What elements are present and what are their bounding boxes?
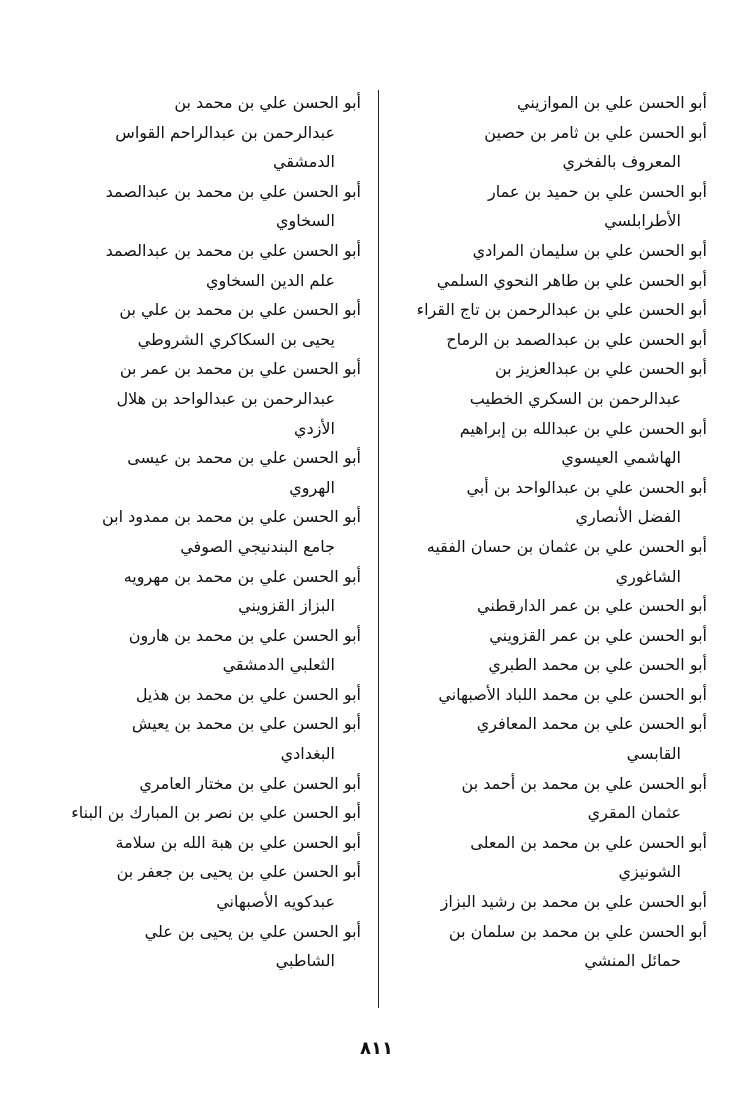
entry-name-line: أبو الحسن علي بن هبة الله بن سلامة — [115, 832, 361, 852]
entry-continuation-line: الأطرابلسي — [604, 211, 681, 231]
entry-continuation-line: عثمان المقري — [587, 803, 681, 823]
entry-name-line: أبو الحسن علي بن محمد بن ممدود ابن — [101, 507, 361, 527]
index-entry — [385, 118, 707, 177]
entry-continuation-line: الشاطبي — [275, 951, 335, 971]
index-column-left — [49, 88, 361, 976]
entry-continuation-line: عبدالرحمن بن عبدالواحد بن هلال — [116, 388, 335, 408]
entry-continuation-line: الأزدي — [294, 418, 335, 438]
entry-name-line: أبو الحسن علي بن محمد بن رشيد البزاز — [440, 892, 707, 912]
entry-continuation-line: يحيى بن السكاكري الشروطي — [137, 329, 335, 349]
index-entry — [385, 354, 707, 413]
entry-continuation-line: الثعلبي الدمشقي — [222, 655, 335, 675]
page-number: ٨١١ — [360, 1038, 393, 1059]
entry-name-line: أبو الحسن علي بن عبدالله بن إبراهيم — [459, 418, 707, 438]
index-entry — [49, 502, 361, 561]
index-entry — [385, 325, 707, 355]
index-entry — [49, 769, 361, 799]
entry-name-line: أبو الحسن علي بن ثامر بن حصين — [484, 122, 707, 142]
index-entry — [385, 532, 707, 591]
index-entry — [49, 177, 361, 236]
entry-name-line: أبو الحسن علي بن يحيى بن علي — [144, 921, 361, 941]
entry-name-line: أبو الحسن علي بن عبدالواحد بن أبي — [466, 477, 707, 497]
entry-name-line: أبو الحسن علي بن محمد اللباد الأصبهاني — [438, 684, 707, 704]
entry-name-line: أبو الحسن علي بن حميد بن عمار — [488, 181, 707, 201]
index-entry — [385, 769, 707, 828]
entry-name-line: أبو الحسن علي بن محمد بن هذيل — [135, 684, 361, 704]
entry-name-line: أبو الحسن علي بن عثمان بن حسان الفقيه — [426, 536, 707, 556]
entry-continuation-line: البغدادي — [280, 744, 335, 764]
entry-continuation-line: البزاز القزويني — [238, 596, 335, 616]
entry-continuation-line: الشاغوري — [615, 566, 681, 586]
index-entry — [385, 591, 707, 621]
entry-continuation-line: القابسي — [626, 744, 681, 764]
index-entry — [385, 917, 707, 976]
column-divider — [378, 90, 379, 1008]
entry-continuation-line: الشونيزي — [618, 862, 681, 882]
entry-name-line: أبو الحسن علي بن عبدالرحمن بن تاج القراء — [416, 300, 707, 320]
entry-continuation-line: الدمشقي — [273, 152, 335, 172]
entry-continuation-line: الهاشمي العيسوي — [561, 448, 681, 468]
entry-name-line: أبو الحسن علي بن محمد الطبري — [488, 655, 707, 675]
index-entry — [49, 443, 361, 502]
entry-continuation-line: السخاوي — [275, 211, 335, 231]
index-entry — [385, 414, 707, 473]
entry-name-line: أبو الحسن علي بن محمد بن علي بن — [119, 300, 361, 320]
entry-name-line: أبو الحسن علي بن عبدالصمد بن الرماح — [446, 329, 707, 349]
entry-continuation-line: الهروي — [289, 477, 335, 497]
entry-name-line: أبو الحسن علي بن مختار العامري — [139, 773, 361, 793]
index-entry — [385, 650, 707, 680]
entry-name-line: أبو الحسن علي بن محمد بن هارون — [128, 625, 361, 645]
index-entry — [385, 295, 707, 325]
entry-continuation-line: عبدالرحمن بن عبدالراحم القواس — [115, 122, 335, 142]
index-entry — [49, 88, 361, 177]
entry-name-line: أبو الحسن علي بن محمد بن عيسى — [127, 448, 361, 468]
index-entry — [385, 828, 707, 887]
index-entry — [49, 295, 361, 354]
entry-name-line: أبو الحسن علي بن محمد بن عمر بن — [119, 359, 361, 379]
index-entry — [49, 709, 361, 768]
entry-continuation-line: عبدالرحمن بن السكري الخطيب — [469, 388, 681, 408]
entry-continuation-line: عبدكويه الأصبهاني — [216, 892, 335, 912]
entry-continuation-line: المعروف بالفخري — [562, 152, 681, 172]
entry-name-line: أبو الحسن علي بن محمد بن المعلى — [470, 832, 707, 852]
entry-continuation-line: الفضل الأنصاري — [575, 507, 681, 527]
index-entry — [49, 828, 361, 858]
entry-name-line: أبو الحسن علي بن طاهر النحوي السلمي — [436, 270, 707, 290]
entry-name-line: أبو الحسن علي بن محمد المعافري — [476, 714, 707, 734]
entry-name-line: أبو الحسن علي بن محمد بن يعيش — [131, 714, 361, 734]
entry-name-line: أبو الحسن علي بن محمد بن مهرويه — [123, 566, 361, 586]
index-entry — [49, 680, 361, 710]
index-entry — [385, 88, 707, 118]
index-entry — [49, 857, 361, 916]
entry-name-line: أبو الحسن علي بن الموازيني — [516, 93, 707, 112]
index-entry — [49, 354, 361, 443]
entry-name-line: أبو الحسن علي بن نصر بن المبارك بن البناء — [71, 803, 361, 823]
index-entry — [385, 709, 707, 768]
entry-name-line: أبو الحسن علي بن يحيى بن جعفر بن — [116, 862, 361, 882]
index-entry — [49, 621, 361, 680]
entry-continuation-line: علم الدين السخاوي — [205, 270, 335, 290]
entry-name-line: أبو الحسن علي بن محمد بن عبدالصمد — [105, 181, 361, 201]
entry-name-line: أبو الحسن علي بن محمد بن — [174, 93, 361, 112]
entry-name-line: أبو الحسن علي بن عمر الدارقطني — [477, 596, 707, 616]
entry-name-line: أبو الحسن علي بن عمر القزويني — [489, 625, 707, 645]
entry-name-line: أبو الحسن علي بن محمد بن عبدالصمد — [105, 240, 361, 260]
index-entry — [385, 887, 707, 917]
entry-name-line: أبو الحسن علي بن محمد بن أحمد بن — [461, 773, 707, 793]
entry-continuation-line: حمائل المنشي — [584, 951, 681, 971]
index-entry — [385, 473, 707, 532]
index-entry — [49, 562, 361, 621]
entry-name-line: أبو الحسن علي بن محمد بن سلمان بن — [448, 921, 707, 941]
index-entry — [385, 236, 707, 266]
entry-continuation-line: جامع البندنيجي الصوفي — [180, 536, 335, 556]
index-entry — [385, 177, 707, 236]
index-entry — [385, 680, 707, 710]
index-entry — [385, 621, 707, 651]
index-entry — [49, 798, 361, 828]
index-entry — [385, 266, 707, 296]
index-entry — [49, 917, 361, 976]
entry-name-line: أبو الحسن علي بن عبدالعزيز بن — [494, 359, 707, 379]
index-entry — [49, 236, 361, 295]
entry-name-line: أبو الحسن علي بن سليمان المرادي — [472, 240, 707, 260]
index-column-right — [385, 88, 707, 976]
